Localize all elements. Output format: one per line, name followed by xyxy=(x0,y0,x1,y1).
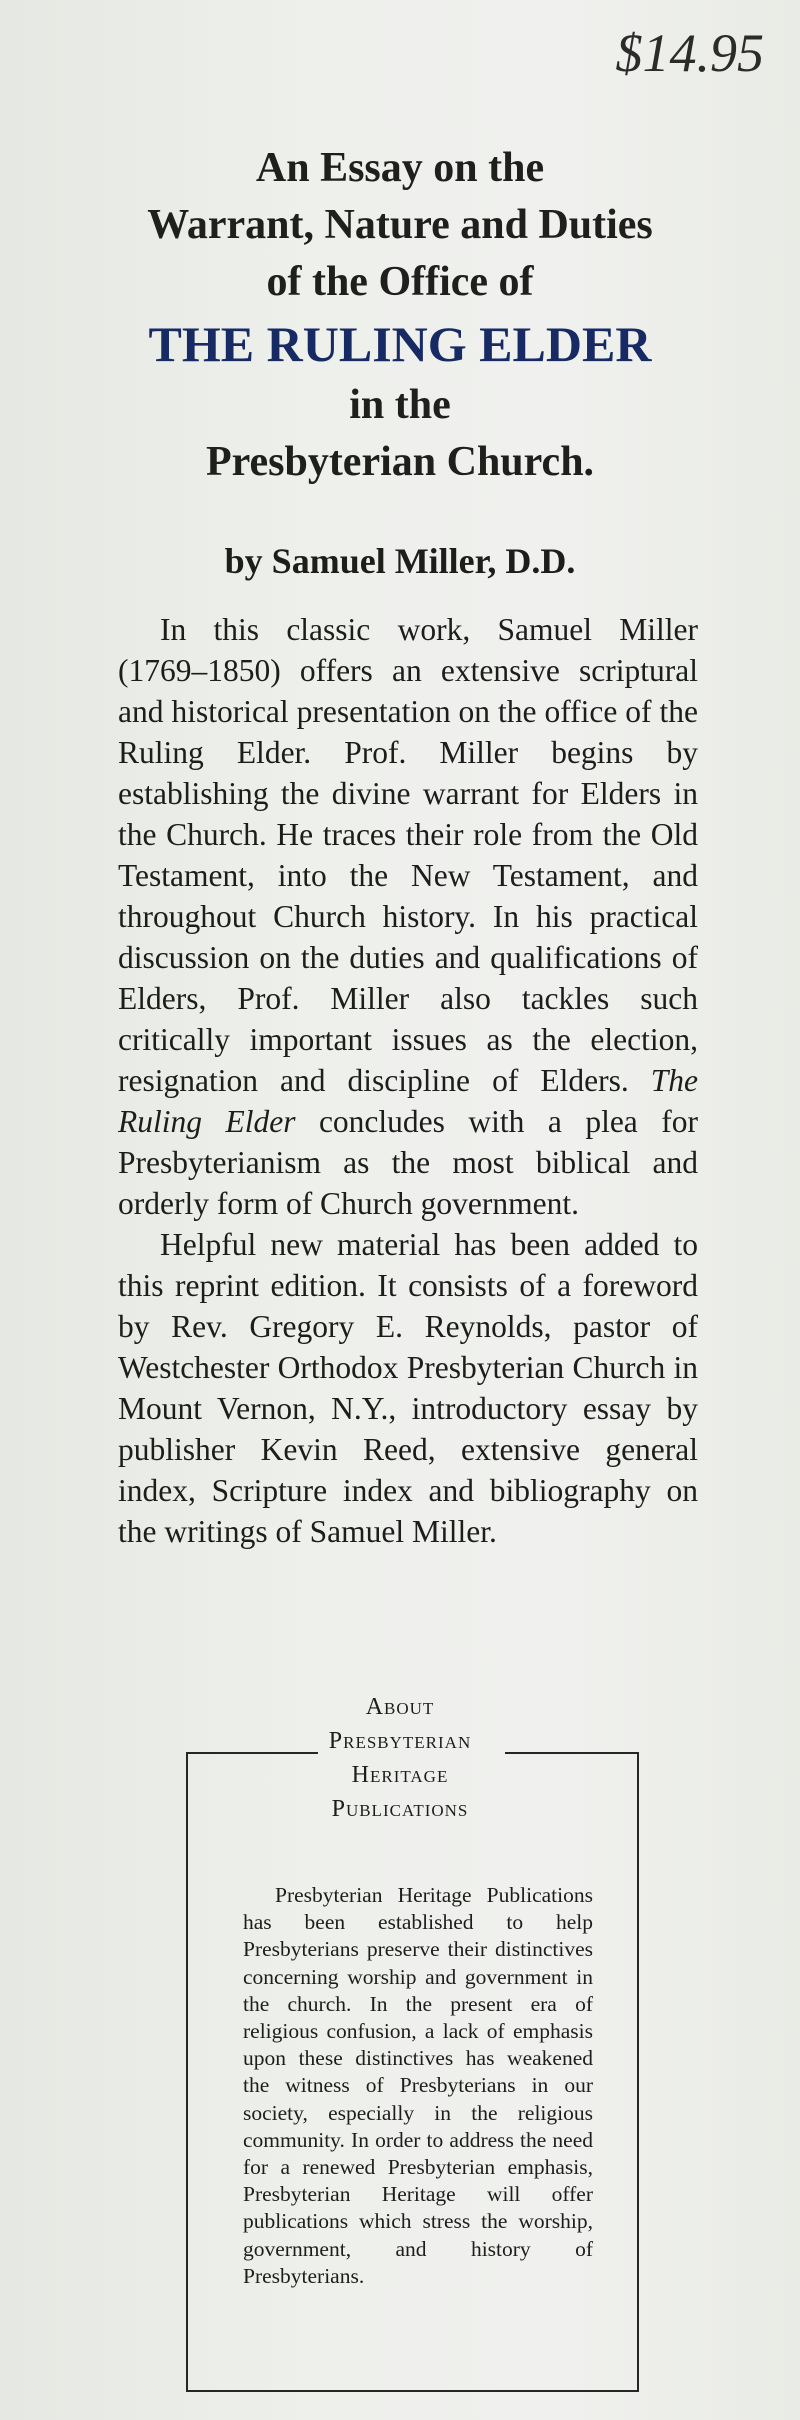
author-byline: by Samuel Miller, D.D. xyxy=(224,541,576,581)
about-heading-line-3: Heritage xyxy=(351,1762,449,1788)
description-p1-part2: concludes with a plea for Presbyterianism as the most biblical and orderly form of Church government. xyxy=(118,1104,698,1221)
description-p1-book-title: The Ruling Elder xyxy=(118,1063,698,1139)
description-paragraph-1 xyxy=(118,609,698,1224)
about-heading-line-2: Presbyterian xyxy=(328,1728,472,1754)
description-paragraph-2: Helpful new material has been added to this reprint edition. It consists of a foreword by Rev. Gregory E. Reynolds, pastor of Westchester Orthodox Presbyterian Church in Mount Vernon, N.Y., introductory essay by publisher Kevin Reed, extensive general index, Scripture index and bibliography on the writings of Samuel Miller. xyxy=(118,1227,698,1549)
about-heading-line-1: About xyxy=(365,1694,435,1720)
about-heading-line-4: Publications xyxy=(331,1796,469,1822)
price-label: $14.95 xyxy=(615,23,764,83)
title-line-1: An Essay on the xyxy=(255,145,545,191)
title-line-6: Presbyterian Church. xyxy=(205,439,595,485)
title-line-3: of the Office of xyxy=(266,259,534,305)
description-p1-part1: In this classic work, Samuel Miller (1769–1850) offers an extensive scriptural and historical presentation on the office of the Ruling Elder. Prof. Miller begins by establishing the divine warrant for Elders in the Church. He traces their role from the Old Testament, into the New Testament, and throughout Church history. In his practical discussion on the duties and qualifications of Elders, Prof. Miller also tackles such critically important issues as the election, resignation and discipline of Elders. xyxy=(118,612,698,1098)
about-paragraph: Presbyterian Heritage Publications has been established to help Presbyterians preserve their distinctives concerning worship and government in the church. In the present era of religious confusion, a lack of emphasis upon these distinctives has weakened the witness of Presbyterians in our society, especially in the religious community. In order to address the need for a renewed Presbyterian emphasis, Presbyterian Heritage will offer publications which stress the worship, government, and history of Presbyterians. xyxy=(243,1883,593,2288)
about-text xyxy=(243,1882,593,2290)
title-line-2: Warrant, Nature and Duties xyxy=(147,202,653,248)
title-line-5: in the xyxy=(349,382,451,428)
description-text xyxy=(118,609,698,1552)
title-main: THE RULING ELDER xyxy=(148,316,652,372)
book-title xyxy=(0,140,800,491)
